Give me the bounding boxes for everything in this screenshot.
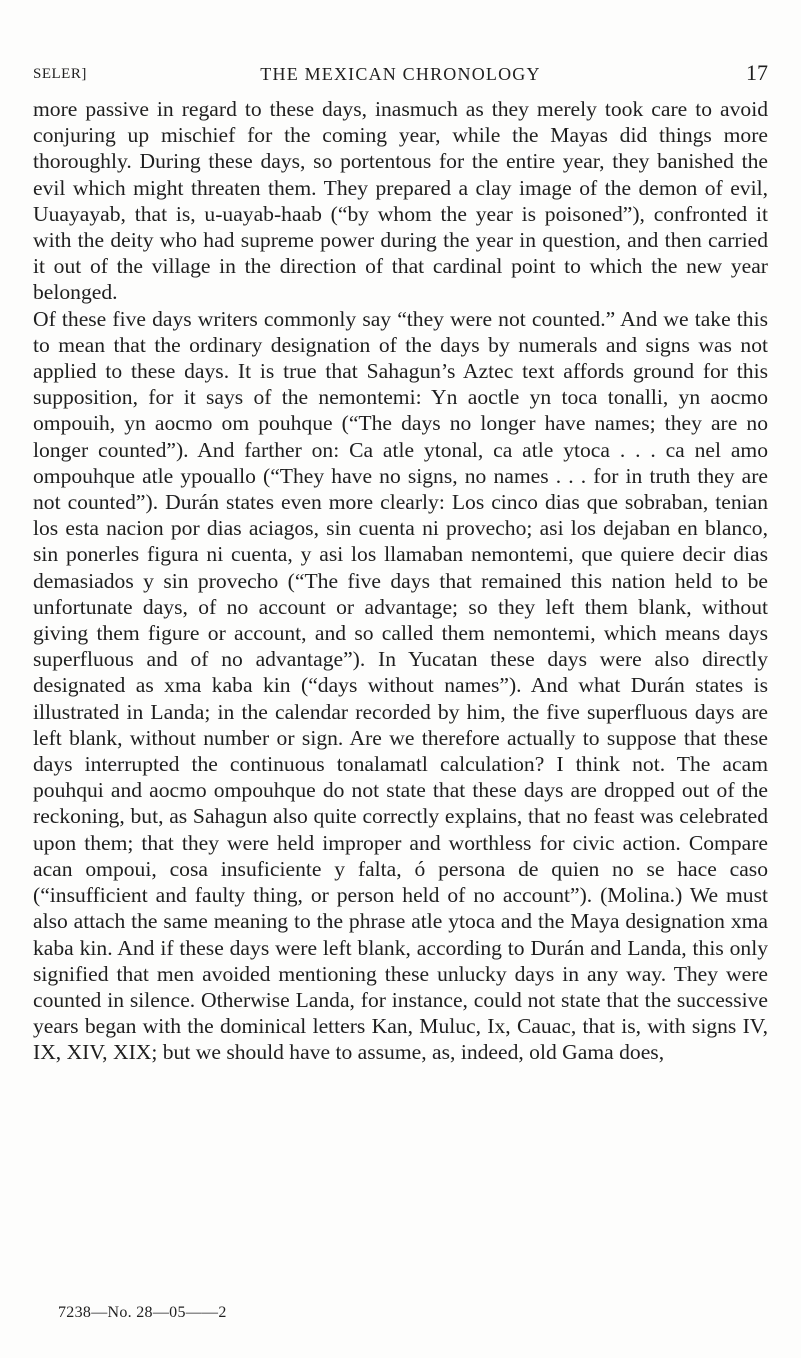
- paragraph-continued: more passive in regard to these days, inasmuch as they merely took care to avoid conjuring up mischief for the coming year, while the Mayas did things more thoroughly. During these days, so portentous for the entire year, they banished the evil which might threaten them. They prepared a clay image of the demon of evil, Uuayayab, that is, u-uayab-haab (“by whom the year is poisoned”), confronted it with the deity who had supreme power during the year in question, and then carried it out of the village in the direction of that cardinal point to which the new year belonged.: [33, 97, 768, 305]
- paragraph-nemontemi: Of these five days writers commonly say “they were not counted.” And we take this to mean that the ordinary designation of the days by numerals and signs was not applied to these days. It is true that Sahagun’s Aztec text affords ground for this supposition, for it says of the nemontemi: Yn aoctle yn toca tonalli, yn aocmo ompouih, yn aocmo om pouhque (“The days no longer have names; they are no longer counted”). And farther on: Ca atle ytonal, ca atle ytoca . . . ca nel amo ompouhque atle ypouallo (“They have no signs, no names . . . for in truth they are not counted”). Durán states even more clearly: Los cinco dias que sobraban, tenian los esta nacion por dias aciagos, sin cuenta ni provecho; asi los dejaban en blanco, sin ponerles figura ni cuenta, y asi los llamaban nemontemi, que quiere decir dias demasiados y sin provecho (“The five days that remained this nation held to be unfortunate days, of no account or advantage; so they left them blank, without giving them figure or account, and so called them nemontemi, which means days superfluous and of no advantage”). In Yucatan these days were also directly designated as xma kaba kin (“days without names”). And what Durán states is illustrated in Landa; in the calendar recorded by him, the five superfluous days are left blank, without number or sign. Are we therefore actually to suppose that these days interrupted the continuous tonalamatl calculation? I think not. The acam pouhqui and aocmo ompouhque do not state that these days are dropped out of the reckoning, but, as Sahagun also quite correctly explains, that no feast was celebrated upon them; that they were held improper and worthless for civic action. Compare acan ompoui, cosa insuficiente y falta, ó persona de quien no se hace caso (“insufficient and faulty thing, or person held of no account”). (Molina.) We must also attach the same meaning to the phrase atle ytoca and the Maya designation xma kaba kin. And if these days were left blank, according to Durán and Landa, this only signified that men avoided mentioning these unlucky days in any way. They were counted in silence. Otherwise Landa, for instance, could not state that the successive years began with the dominical letters Kan, Muluc, Ix, Cauac, that is, with signs IV, IX, XIV, XIX; but we should have to assume, as, indeed, old Gama does,: [33, 306, 768, 1065]
- printer-signature: 7238—No. 28—05——2: [58, 1304, 227, 1321]
- page-title: THE MEXICAN CHRONOLOGY: [260, 64, 541, 84]
- body-text: [33, 96, 768, 1066]
- author-name: SELER]: [33, 66, 87, 82]
- page-number: 17: [746, 60, 768, 85]
- running-head: [33, 60, 768, 90]
